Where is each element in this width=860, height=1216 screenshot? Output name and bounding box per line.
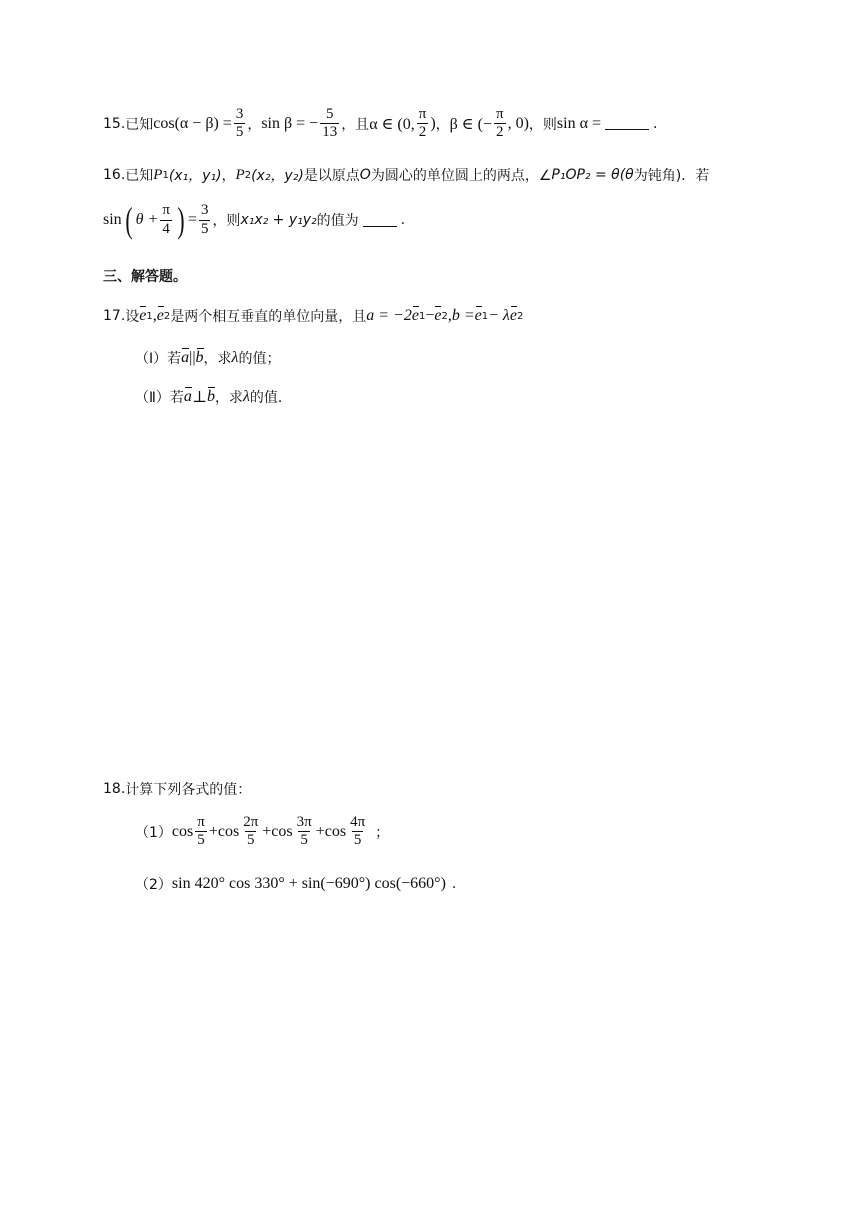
q17-vector-e2: e [156, 307, 164, 324]
question-18 [103, 779, 251, 799]
q17-a-e2-subscript: 2 [441, 310, 448, 322]
q18-plus-1: + [208, 822, 218, 840]
q15-then: ，则 [528, 116, 557, 133]
q16-p2-coords: (x₂，y₂) [251, 168, 304, 184]
q15-beta-close: , 0) [507, 114, 529, 132]
q17-part1-tail: ，求 [203, 351, 232, 367]
question-16-line-1 [103, 165, 709, 185]
q16-desc-2: 为圆心的单位圆上的两点，∠ [370, 168, 552, 184]
q15-separator-2: ， [435, 116, 450, 133]
q16-fraction-3-5: $\frac{3}{5}$ [200, 202, 209, 237]
q17-part1-end: 的值； [238, 351, 281, 367]
q16-expression: x₁x₂ + y₁y₂ [240, 212, 317, 228]
q17-comma: , [152, 307, 157, 324]
q16-tail: 的值为 [316, 213, 359, 229]
q16-p2-subscript: 2 [244, 169, 252, 181]
q15-fraction-neg-pi-2: $\frac{\pi}{2}$ [496, 106, 504, 141]
q16-open-paren: ( [125, 200, 133, 240]
q18-part1-label: （1） [135, 824, 172, 841]
q15-lead: 已知 [125, 116, 154, 133]
q17-a-e2: e [434, 307, 442, 324]
q16-then: ，则 [212, 213, 241, 229]
q16-fraction-pi-4: $\frac{\pi}{4}$ [162, 202, 170, 237]
q17-comma-2: , [447, 307, 452, 324]
q16-sin: sin [103, 211, 122, 228]
question-16-line-2 [103, 202, 405, 238]
q18-cos-4: cos [324, 822, 347, 840]
q16-equals: = [187, 211, 197, 228]
q17-part1-vector-a: a [181, 349, 190, 366]
q17-a-e1: e [411, 307, 419, 324]
q16-angle: P₁OP₂ = θ(θ [551, 167, 634, 183]
q17-a-def: a = −2 [366, 307, 412, 324]
q17-a-e1-subscript: 1 [418, 310, 426, 322]
q16-p1-subscript: 1 [162, 169, 169, 181]
q17-part1-vector-b: b [195, 349, 204, 366]
q18-part2-label: （2） [135, 877, 172, 893]
q18-fraction-2pi-5: $\frac{2\pi}{5}$ [243, 814, 259, 849]
q15-fraction-pi-2: $\frac{\pi}{2}$ [418, 106, 427, 141]
q18-fraction-pi-5: $\frac{\pi}{5}$ [197, 814, 205, 849]
q16-comma: ， [221, 168, 236, 184]
q18-cos-3: cos [271, 822, 293, 840]
q17-part1-parallel: || [189, 349, 196, 366]
q16-desc: 是以原点 [303, 168, 360, 184]
q16-p1-coords: (x₁，y₁) [168, 168, 222, 184]
q18-title: 计算下列各式的值： [125, 782, 252, 798]
question-17-part-2 [135, 387, 292, 407]
q18-cos-1: cos [171, 822, 194, 840]
q16-close-paren: ) [177, 200, 185, 240]
q17-b-e2: e [509, 307, 517, 324]
q17-minus-lambda: − λ [488, 307, 510, 324]
q17-part2-vector-b: b [206, 388, 215, 405]
q16-origin: O [359, 167, 371, 183]
question-18-part-1 [135, 814, 389, 850]
q17-part1-lambda: λ [231, 349, 239, 366]
q16-point-p2: P [235, 166, 245, 183]
q15-alpha-range: α ∈ (0, [369, 115, 415, 133]
q15-separator: ， [247, 116, 262, 133]
q15-end: . [652, 115, 658, 132]
q17-part2-end: 的值． [249, 390, 292, 406]
q15-answer-blank[interactable] [605, 117, 649, 130]
q17-part2-label: （Ⅱ）若 [135, 390, 184, 406]
q17-b-def: b = [451, 307, 475, 324]
q17-part2-vector-a: a [183, 388, 192, 405]
question-18-part-2 [135, 874, 456, 894]
q16-lead: 已知 [125, 168, 154, 184]
section-3-title: 三、解答题。 [103, 269, 187, 285]
q16-theta: θ + [135, 211, 159, 228]
q15-fraction-3-5: $\frac{3}{5}$ [235, 106, 244, 141]
q18-part1-end: ； [375, 824, 390, 841]
q17-minus: − [425, 307, 435, 324]
q17-e2-subscript: 2 [163, 310, 171, 322]
q17-part2-perpendicular: ⊥ [191, 389, 207, 406]
q17-b-e1: e [474, 307, 482, 324]
q18-number: 18. [103, 781, 126, 797]
q17-b-e2-subscript: 2 [516, 310, 524, 322]
q16-end: . [400, 212, 406, 228]
q16-desc-3: 为钝角)．若 [633, 168, 710, 184]
q15-separator-and: ，且 [341, 116, 370, 133]
q18-part2-end: . [451, 876, 457, 892]
q18-part2-expression: sin 420° cos 330° + sin(−690°) cos(−660°) [171, 875, 446, 892]
q16-answer-blank[interactable] [363, 214, 397, 227]
question-15 [103, 106, 657, 142]
q17-vector-e1: e [139, 307, 147, 324]
q17-lead: 设 [125, 309, 140, 325]
q18-fraction-3pi-5: $\frac{3\pi}{5}$ [296, 814, 312, 849]
question-17-part-1 [135, 348, 280, 368]
q18-plus-3: + [315, 822, 325, 840]
q18-cos-2: cos [217, 822, 240, 840]
q18-plus-2: + [262, 822, 272, 840]
q15-number: 15. [103, 115, 126, 132]
q15-beta-range: β ∈ (− [449, 115, 492, 133]
q15-alpha-close: ) [430, 114, 436, 132]
q17-part2-lambda: λ [242, 388, 250, 405]
q17-e1-subscript: 1 [146, 310, 153, 322]
q17-part2-tail: ，求 [214, 390, 243, 406]
q17-part1-label: （Ⅰ）若 [135, 351, 182, 367]
q15-cos-expr: cos(α − β) = [153, 114, 232, 132]
q15-fraction-5-13: $\frac{5}{13}$ [322, 106, 338, 141]
q17-desc: 是两个相互垂直的单位向量，且 [170, 309, 367, 325]
q17-number: 17. [103, 308, 126, 324]
q15-sin-alpha: sin α = [556, 114, 601, 132]
question-17 [103, 306, 523, 326]
q18-fraction-4pi-5: $\frac{4\pi}{5}$ [350, 814, 366, 849]
q16-point-p1: P [153, 166, 163, 183]
q16-number: 16. [103, 167, 126, 183]
q15-sin-beta: sin β = − [261, 114, 319, 132]
q17-b-e1-subscript: 1 [481, 310, 489, 322]
